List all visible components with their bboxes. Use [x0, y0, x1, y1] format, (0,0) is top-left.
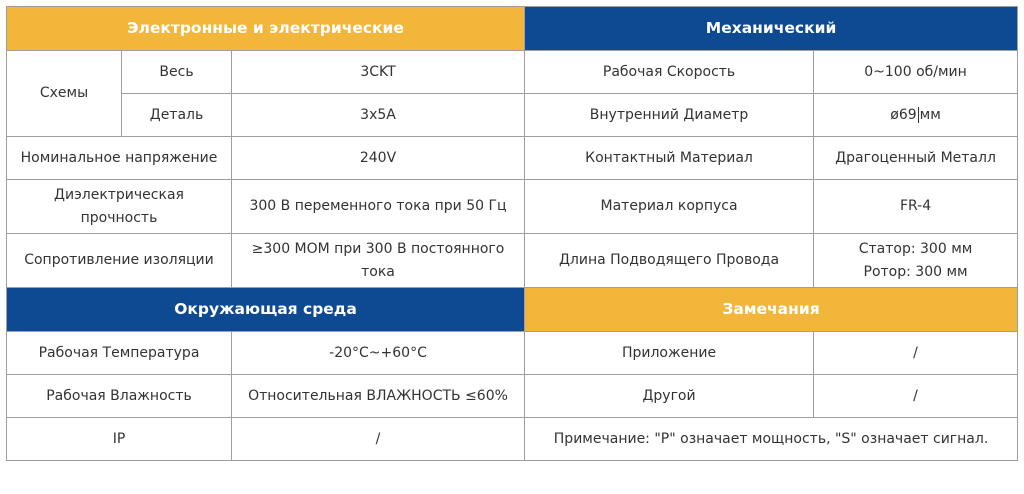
lead-stator: Статор: 300 мм [858, 240, 973, 257]
humidity-label: Рабочая Влажность [7, 375, 232, 418]
circuits-label: Схемы [7, 51, 122, 137]
text-cursor [918, 107, 919, 123]
header-remarks: Замечания [525, 288, 1018, 332]
ip-value: / [232, 418, 525, 461]
detail-label: Деталь [122, 94, 232, 137]
other-value: / [814, 375, 1018, 418]
diameter-number: ø69 [890, 106, 917, 123]
diameter-unit: мм [919, 106, 941, 123]
lead-label: Длина Подводящего Провода [525, 234, 814, 288]
housing-value: FR-4 [814, 180, 1018, 234]
lead-value [814, 234, 1018, 288]
header-mechanical: Механический [525, 7, 1018, 51]
diameter-label: Внутренний Диаметр [525, 94, 814, 137]
spec-table [6, 6, 1018, 461]
insulation-value: ≥300 МОМ при 300 В постоянного тока [232, 234, 525, 288]
contact-value: Драгоценный Металл [814, 137, 1018, 180]
speed-value: 0~100 об/мин [814, 51, 1018, 94]
header-environment: Окружающая среда [7, 288, 525, 332]
temp-value: -20°C~+60°C [232, 332, 525, 375]
humidity-value: Относительная ВЛАЖНОСТЬ ≤60% [232, 375, 525, 418]
speed-label: Рабочая Скорость [525, 51, 814, 94]
diameter-value[interactable] [814, 94, 1018, 137]
detail-value: 3x5A [232, 94, 525, 137]
ip-label: IP [7, 418, 232, 461]
dielectric-value: 300 В переменного тока при 50 Гц [232, 180, 525, 234]
weight-label: Весь [122, 51, 232, 94]
application-value: / [814, 332, 1018, 375]
other-label: Другой [525, 375, 814, 418]
insulation-label: Сопротивление изоляции [7, 234, 232, 288]
header-electrical: Электронные и электрические [7, 7, 525, 51]
temp-label: Рабочая Температура [7, 332, 232, 375]
dielectric-label: Диэлектрическая прочность [7, 180, 232, 234]
contact-label: Контактный Материал [525, 137, 814, 180]
voltage-value: 240V [232, 137, 525, 180]
voltage-label: Номинальное напряжение [7, 137, 232, 180]
lead-rotor: Ротор: 300 мм [863, 263, 968, 280]
housing-label: Материал корпуса [525, 180, 814, 234]
application-label: Приложение [525, 332, 814, 375]
remarks-note: Примечание: "P" означает мощность, "S" означает сигнал. [525, 418, 1018, 461]
weight-value: 3CKT [232, 51, 525, 94]
